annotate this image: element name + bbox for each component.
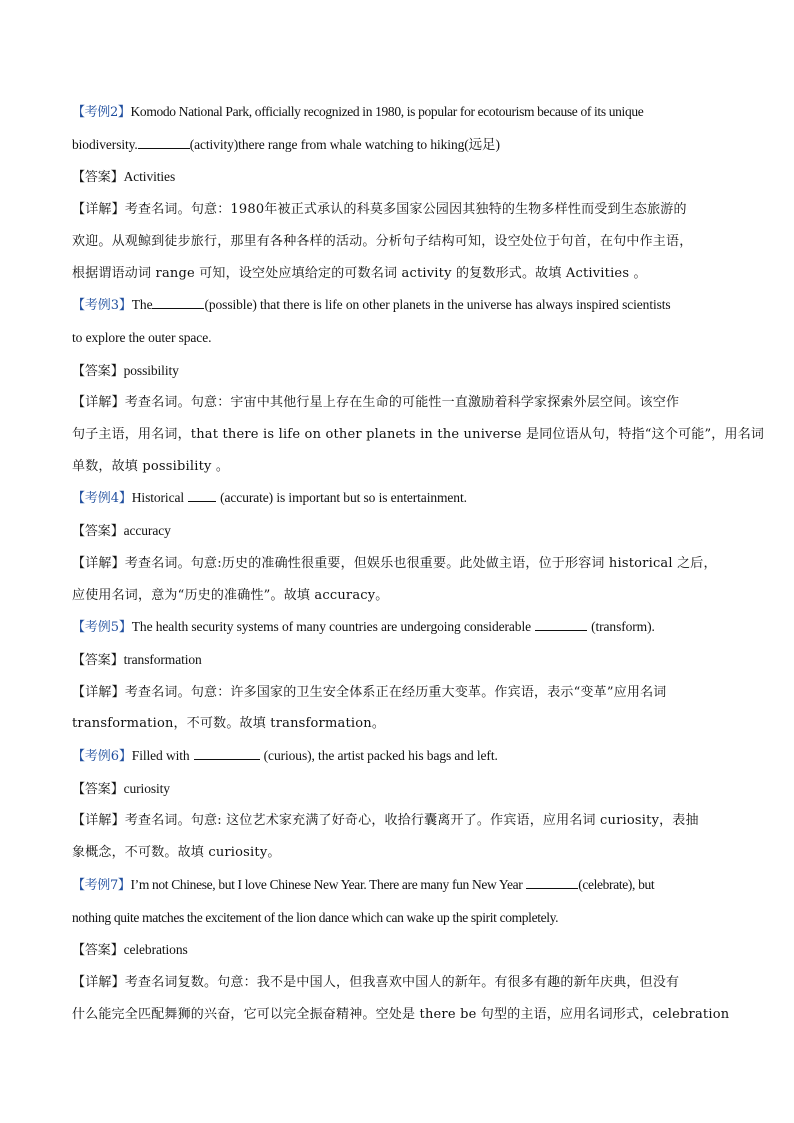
example-3-question-line-2 [72, 322, 724, 355]
fill-blank [152, 296, 204, 309]
question-text: The [131, 297, 153, 313]
example-3-detail-line-1 [72, 387, 724, 419]
answer-text: celebrations [123, 942, 188, 958]
answer-tag: 【答案】 [72, 524, 124, 540]
example-7-question-line-1 [72, 869, 724, 902]
question-text: (possible) that there is life on other planets in the universe has always inspired scientists [204, 297, 671, 313]
example-7-answer [72, 934, 724, 967]
example-2-detail-line-3 [72, 258, 724, 290]
question-text: to explore the outer space. [72, 329, 212, 345]
fill-blank [138, 136, 190, 149]
example-5-detail-line-2 [72, 708, 724, 740]
question-text: The health security systems of many countries are undergoing considerable [131, 619, 531, 635]
detail-text: 单数，故填 possibility 。 [72, 458, 230, 474]
example-3-question-line-1 [72, 289, 724, 322]
fill-blank [188, 489, 216, 502]
detail-text: 考查名词。句意：1980年被正式承认的科莫多国家公园因其独特的生物多样性而受到生态旅游的 [124, 202, 687, 218]
example-4-detail-line-2 [72, 580, 724, 612]
detail-text: 应使用名词，意为“历史的准确性”。故填 accuracy。 [72, 587, 389, 603]
detail-text: 考查名词。句意：宇宙中其他行星上存在生命的可能性一直激励着科学家探索外层空间。该空作 [124, 395, 680, 411]
example-2-answer [72, 161, 724, 194]
answer-tag: 【答案】 [72, 781, 124, 797]
example-tag: 【考例2】 [72, 105, 131, 120]
detail-tag: 【详解】 [72, 555, 125, 571]
example-6-detail-line-1 [72, 805, 724, 837]
question-text: biodiversity. [72, 136, 138, 152]
example-4-question [72, 482, 724, 515]
detail-text: 象概念，不可数。故填 curiosity。 [72, 845, 281, 861]
document-page [72, 96, 765, 1030]
question-text: I’m not Chinese, but I love Chinese New Year. There are many fun New Year [130, 876, 523, 892]
example-3-answer [72, 355, 724, 388]
detail-tag: 【详解】 [72, 395, 125, 411]
example-tag: 【考例6】 [72, 749, 132, 765]
example-5-detail-line-1 [72, 677, 724, 709]
detail-text: 考查名词复数。句意：我不是中国人，但我喜欢中国人的新年。有很多有趣的新年庆典，但没有 [124, 974, 680, 990]
fill-blank [194, 747, 260, 760]
detail-tag: 【详解】 [72, 202, 125, 218]
detail-text: 考查名词。句意：许多国家的卫生安全体系正在经历重大变革。作宾语，表示“变革”应用名词 [124, 684, 667, 700]
question-text: (accurate) is important but so is entertainment. [220, 490, 467, 506]
example-6-answer [72, 773, 724, 806]
fill-blank [526, 876, 578, 889]
example-tag: 【考例4】 [72, 491, 132, 507]
example-tag: 【考例5】 [72, 620, 132, 636]
detail-text: 句子主语，用名词，that there is life on other planets in the universe 是同位语从句，特指“这个可能”，用名词 [72, 427, 765, 443]
answer-text: accuracy [123, 523, 171, 539]
detail-text: transformation，不可数。故填 transformation。 [72, 716, 386, 732]
example-2-detail-line-2 [72, 226, 724, 258]
detail-text: 欢迎。从观鲸到徒步旅行，那里有各种各样的活动。分析句子结构可知，设空处位于句首，在句中作主语， [72, 233, 693, 249]
detail-text: 什么能完全匹配舞狮的兴奋，它可以完全振奋精神。空处是 there be 句型的主语，应用名词形式，celebration [72, 1006, 730, 1022]
example-6-question [72, 740, 724, 773]
example-2-detail-line-1 [72, 194, 724, 226]
detail-text: 根据谓语动词 range 可知，设空处应填给定的可数名词 activity 的复数形式。故填 Activities 。 [72, 265, 647, 281]
example-tag: 【考例3】 [72, 298, 132, 314]
answer-text: Activities [123, 169, 176, 185]
answer-tag: 【答案】 [72, 943, 124, 959]
answer-tag: 【答案】 [72, 170, 124, 186]
detail-tag: 【详解】 [72, 813, 125, 829]
example-7-detail-line-2 [72, 999, 730, 1031]
detail-text: 考查名词。句意:历史的准确性很重要，但娱乐也很重要。此处做主语，位于形容词 historical 之后， [124, 555, 717, 571]
example-3-detail-line-2 [72, 419, 765, 451]
detail-tag: 【详解】 [72, 684, 125, 700]
detail-text: 考查名词。句意: 这位艺术家充满了好奇心，收拾行囊离开了。作宾语，应用名词 curiosity，表抽 [124, 813, 699, 829]
answer-tag: 【答案】 [72, 652, 124, 668]
question-text: (celebrate), but [578, 876, 655, 892]
answer-text: possibility [123, 362, 179, 378]
question-text: Historical [131, 490, 185, 506]
question-text: nothing quite matches the excitement of the lion dance which can wake up the spirit completely. [72, 909, 559, 925]
example-2-question-line-1 [72, 96, 724, 129]
question-text: (curious), the artist packed his bags and left. [263, 748, 498, 764]
example-4-detail-line-1 [72, 548, 724, 580]
example-2-question-line-2 [72, 129, 724, 162]
example-6-detail-line-2 [72, 837, 724, 869]
answer-text: transformation [123, 651, 202, 667]
question-text: (activity)there range from whale watching to hiking(远足) [189, 136, 500, 152]
fill-blank [535, 618, 587, 631]
example-tag: 【考例7】 [72, 877, 131, 893]
example-4-answer [72, 515, 724, 548]
example-7-detail-line-1 [72, 967, 724, 999]
example-5-question [72, 611, 724, 644]
example-7-question-line-2 [72, 902, 724, 935]
answer-tag: 【答案】 [72, 363, 124, 379]
question-text: Komodo National Park, officially recognized in 1980, is popular for ecotourism because of its unique [130, 104, 644, 119]
example-3-detail-line-3 [72, 451, 724, 483]
example-5-answer [72, 644, 724, 677]
answer-text: curiosity [123, 780, 170, 796]
question-text: Filled with [131, 748, 190, 764]
question-text: (transform). [591, 619, 655, 635]
detail-tag: 【详解】 [72, 974, 125, 990]
